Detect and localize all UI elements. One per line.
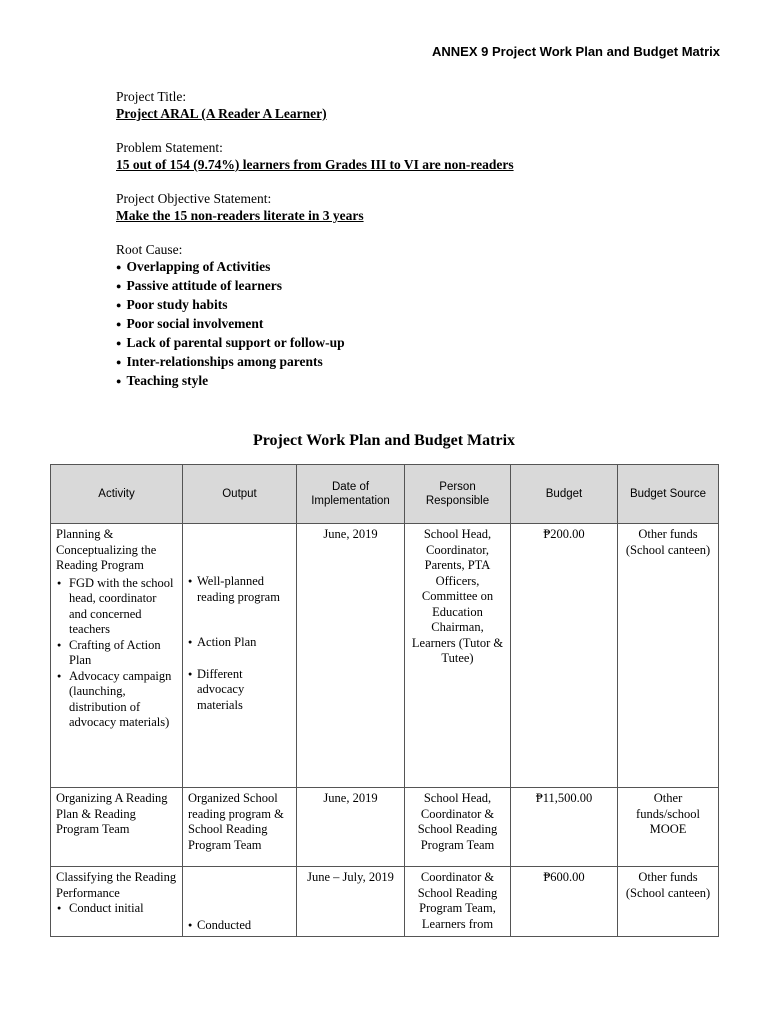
source-cell: Other funds (School canteen) xyxy=(618,524,719,788)
objective-label: Project Objective Statement: xyxy=(116,191,272,206)
output-item: ● Conducted xyxy=(188,918,291,934)
activity-subitem: ● Advocacy campaign (launching, distribution of advocacy materials) xyxy=(56,669,177,731)
root-cause-item: ● Overlapping of Activities xyxy=(116,258,716,277)
annex-header: ANNEX 9 Project Work Plan and Budget Matrix xyxy=(432,44,720,59)
root-cause-item: ● Inter-relationships among parents xyxy=(116,353,716,372)
person-cell: Coordinator & School Reading Program Team, Learners from xyxy=(405,867,511,937)
date-cell: June, 2019 xyxy=(297,524,405,788)
objective-block xyxy=(116,190,716,224)
column-header-date: Date of Implementation xyxy=(297,465,405,524)
column-header-person: Person Responsible xyxy=(405,465,511,524)
date-cell: June, 2019 xyxy=(297,788,405,867)
root-cause-item: ● Poor study habits xyxy=(116,296,716,315)
output-cell xyxy=(183,524,297,788)
output-cell: Organized School reading program & School Reading Program Team xyxy=(183,788,297,867)
column-header-output: Output xyxy=(183,465,297,524)
activity-subitem: ● Crafting of Action Plan xyxy=(56,638,177,669)
activity-title: Planning & Conceptualizing the Reading Program xyxy=(56,527,157,572)
output-item: ● Different advocacy materials xyxy=(188,667,291,714)
budget-cell: ₱200.00 xyxy=(511,524,618,788)
table-row xyxy=(51,867,719,937)
activity-cell xyxy=(51,524,183,788)
matrix-title: Project Work Plan and Budget Matrix xyxy=(252,432,516,449)
activity-cell xyxy=(51,867,183,937)
activity-subitem: ● Conduct initial xyxy=(56,901,177,917)
project-title-block xyxy=(116,88,716,122)
root-cause-item: ● Passive attitude of learners xyxy=(116,277,716,296)
table-row xyxy=(51,788,719,867)
problem-label: Problem Statement: xyxy=(116,140,223,155)
root-cause-list xyxy=(116,258,716,391)
source-cell: Other funds/school MOOE xyxy=(618,788,719,867)
column-header-budget: Budget xyxy=(511,465,618,524)
budget-cell: ₱11,500.00 xyxy=(511,788,618,867)
column-header-source: Budget Source xyxy=(618,465,719,524)
person-cell: School Head, Coordinator & School Reading Program Team xyxy=(405,788,511,867)
activity-cell: Organizing A Reading Plan & Reading Program Team xyxy=(51,788,183,867)
output-item: ● Well-planned reading program xyxy=(188,574,291,605)
work-plan-table xyxy=(50,464,719,937)
project-intro xyxy=(116,88,716,391)
root-cause-item: ● Teaching style xyxy=(116,372,716,391)
root-cause-item: ● Poor social involvement xyxy=(116,315,716,334)
activity-subitem: ● FGD with the school head, coordinator and concerned teachers xyxy=(56,576,177,638)
project-title-label: Project Title: xyxy=(116,89,187,104)
person-cell: School Head, Coordinator, Parents, PTA Officers, Committee on Education Chairman, Learners (Tutor & Tutee) xyxy=(405,524,511,788)
root-cause-label: Root Cause: xyxy=(116,242,183,257)
output-cell xyxy=(183,867,297,937)
problem-block xyxy=(116,139,716,173)
root-cause-block xyxy=(116,241,716,391)
root-cause-item: ● Lack of parental support or follow-up xyxy=(116,334,716,353)
output-item: ● Action Plan xyxy=(188,635,291,651)
table-row xyxy=(51,524,719,788)
source-cell: Other funds (School canteen) xyxy=(618,867,719,937)
budget-cell: ₱600.00 xyxy=(511,867,618,937)
objective-statement: Make the 15 non-readers literate in 3 years xyxy=(116,208,364,223)
table-header-row xyxy=(51,465,719,524)
activity-title: Classifying the Reading Performance xyxy=(56,870,177,900)
project-title: Project ARAL (A Reader A Learner) xyxy=(116,106,327,121)
problem-statement: 15 out of 154 (9.74%) learners from Grades III to VI are non-readers xyxy=(116,157,514,172)
activity-sublist xyxy=(56,901,177,917)
activity-sublist xyxy=(56,576,177,731)
column-header-activity: Activity xyxy=(51,465,183,524)
date-cell: June – July, 2019 xyxy=(297,867,405,937)
